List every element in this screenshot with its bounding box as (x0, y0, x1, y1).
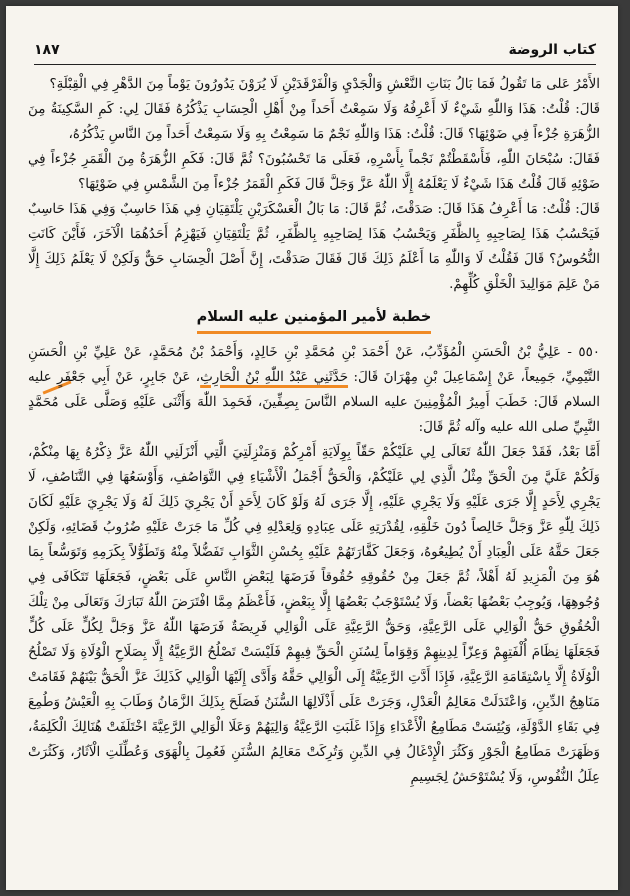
running-head (34, 44, 596, 65)
isnad-text: ، عَنْ جَابِرٍ، عَنْ أَبِي جَعْفَرٍ عليه السلام قَالَ: خَطَبَ أَمِيرُ الْمُؤْمِنِينَ عليه السلام النَّاسَ بِصِفِّينَ، فَحَمِدَ اللّٰهَ وَأَثْنَى عَلَيْهِ وَصَلَّى عَلَى مُحَمَّدٍ النَّبِيِّ صلى الله عليه وآله ثُمَّ قَالَ: (28, 370, 600, 435)
section-heading: خطبة لأمير المؤمنين عليه السلام (197, 305, 432, 334)
book-page (6, 6, 618, 890)
isnad-paragraph (28, 340, 600, 440)
page-number: ١٨٧ (34, 42, 60, 58)
highlighted-narrator: حَدَّثَنِي عَبْدُ اللّٰهِ بْنُ الْحَارِثِ (200, 370, 349, 385)
section-heading-wrap (28, 305, 600, 334)
body-text (28, 72, 600, 790)
paragraph: الأَمْرُ عَلى مَا تَقُولُ فَمَا بَالُ بَنَاتِ النَّعْشِ وَالْجَدْيِ وَالْفَرْقَدَيْنِ لَا يُرَوْنَ يَدُورُونَ يَوْماً مِنَ الدَّهْرِ فِي الْقِبْلَةِ؟ (49, 77, 600, 92)
paragraph: قَالَ: قُلْتُ: مَا أَعْرِفُ هَذَا قَالَ: صَدَقْتَ، ثُمَّ قَالَ: مَا بَالُ الْعَسْكَرَيْنِ يَلْتَقِيَانِ فِي هَذَا حَاسِبٌ وَفِي هَذَا حَاسِبٌ فَيَحْسُبُ هَذَا لِصَاحِبِهِ بِالظَّفَرِ وَيَحْسُبُ هَذَا لِصَاحِبِهِ بِالظَّفَرِ، ثُمَّ يَلْتَقِيَانِ فَيَهْزِمُ أَحَدُهُمَا الْآخَرَ، فَأَيْنَ كَانَتِ النُّحُوسُ؟ قَالَ فَقُلْتُ لَا وَاللّٰهِ مَا أَعْلَمُ ذَلِكَ قَالَ فَقَالَ صَدَقْتَ، إِنَّ أَصْلَ الْحِسَابِ حَقٌّ وَلَكِنْ لَا يَعْلَمُ ذَلِكَ إِلَّا مَنْ عَلِمَ مَوَالِيدَ الْخَلْقِ كُلِّهِمْ. (28, 202, 600, 292)
sermon-paragraph: أَمَّا بَعْدُ، فَقَدْ جَعَلَ اللّٰهُ تَعَالَى لِي عَلَيْكُمْ حَقّاً بِوِلَايَةِ أَمْرِكُمْ وَمَنْزِلَتِيَ الَّتِي أَنْزَلَنِي اللّٰهُ عَزَّ ذِكْرُهُ بِهَا مِنْكُمْ، وَلَكُمْ عَلَيَّ مِنَ الْحَقِّ مِثْلُ الَّذِي لِي عَلَيْكُمْ، وَالْحَقُّ أَجْمَلُ الْأَشْيَاءِ فِي التَّوَاصُفِ، وَأَوْسَعُهَا فِي التَّنَاصُفِ، لَا يَجْرِي لِأَحَدٍ إِلَّا جَرَى عَلَيْهِ وَلَا يَجْرِي عَلَيْهِ، إِلَّا جَرَى لَهُ وَلَوْ كَانَ لِأَحَدٍ أَنْ يَجْرِيَ ذَلِكَ لَهُ وَلَا يَجْرِيَ عَلَيْهِ لَكَانَ ذَلِكَ لِلّٰهِ عَزَّ وَجَلَّ خَالِصاً دُونَ خَلْقِهِ، لِقُدْرَتِهِ عَلَى عِبَادِهِ وَلِعَدْلِهِ فِي كُلِّ مَا جَرَتْ عَلَيْهِ ضُرُوبُ قَضَائِهِ، وَلَكِنْ جَعَلَ حَقَّهُ عَلَى الْعِبَادِ أَنْ يُطِيعُوهُ، وَجَعَلَ كَفَّارَتَهُمْ عَلَيْهِ بِحُسْنِ الثَّوَابِ تَفَضُّلاً مِنْهُ وَتَطَوُّلاً بِكَرَمِهِ وَتَوَسُّعاً بِمَا هُوَ مِنَ الْمَزِيدِ لَهُ أَهْلاً، ثُمَّ جَعَلَ مِنْ حُقُوقِهِ حُقُوقاً فَرَضَهَا لِبَعْضِ النَّاسِ عَلَى بَعْضٍ، فَجَعَلَهَا تَتَكَافَى فِي وُجُوهِهَا، وَيُوجِبُ بَعْضُهَا بَعْضاً، وَلَا يُسْتَوْجَبُ بَعْضُهَا إِلَّا بِبَعْضٍ، فَأَعْظَمُ مِمَّا افْتَرَضَ اللّٰهُ تَبَارَكَ وَتَعَالَى مِنْ تِلْكَ الْحُقُوقِ حَقُّ الْوَالِي عَلَى الرَّعِيَّةِ، وَحَقُّ الرَّعِيَّةِ عَلَى الْوَالِي فَرِيضَةٌ فَرَضَهَا اللّٰهُ عَزَّ وَجَلَّ لِكُلٍّ عَلَى كُلٍّ فَجَعَلَهَا نِظَامَ أُلْفَتِهِمْ وَعِزّاً لِدِينِهِمْ وَقِوَاماً لِسُنَنِ الْحَقِّ فِيهِمْ فَلَيْسَتْ تَصْلُحُ الرَّعِيَّةُ إِلَّا بِصَلَاحِ الْوُلَاةِ وَلَا تَصْلُحُ الْوُلَاةُ إِلَّا بِاسْتِقَامَةِ الرَّعِيَّةِ، فَإِذَا أَدَّتِ الرَّعِيَّةُ إِلَى الْوَالِي حَقَّهُ وَأَدَّى إِلَيْهَا الْوَالِي كَذَلِكَ عَزَّ الْحَقُّ بَيْنَهُمْ فَقَامَتْ مَنَاهِجُ الدِّينِ، وَاعْتَدَلَتْ مَعَالِمُ الْعَدْلِ، وَجَرَتْ عَلَى أَذْلَالِهَا السُّنَنُ فَصَلَحَ بِذَلِكَ الزَّمَانُ وَطَابَ بِهِ الْعَيْشُ وَطُمِعَ فِي بَقَاءِ الدَّوْلَةِ، وَيُئِسَتْ مَطَامِعُ الْأَعْدَاءِ وَإِذَا غَلَبَتِ الرَّعِيَّةُ وَالِيَهُمْ وَعَلَا الْوَالِي الرَّعِيَّةَ اخْتَلَفَتْ هُنَالِكَ الْكَلِمَةُ، وَظَهَرَتْ مَطَامِعُ الْجَوْرِ وَكَثُرَ الْإِدْغَالُ فِي الدِّينِ وَتُرِكَتْ مَعَالِمُ السُّنَنِ فَعُمِلَ بِالْهَوَى وَعُطِّلَتِ الْآثَارُ، وَكَثُرَتْ عِلَلُ النُّفُوسِ، وَلَا يُسْتَوْحَشُ لِجَسِيمِ (28, 445, 600, 785)
running-title: كتاب الروضة (508, 42, 596, 58)
paragraph: قَالَ: قُلْتُ: هَذَا وَاللّٰهِ شَيْءٌ لَا أَعْرِفُهُ وَلَا سَمِعْتُ أَحَداً مِنْ أَهْلِ الْحِسَابِ يَذْكُرُهُ فَقَالَ لِي: كَمِ السَّكِينَةُ مِنَ الزُّهَرَةِ جُزْءاً فِي ضَوْئِهَا؟ قَالَ: قُلْتُ: هَذَا وَاللّٰهِ نَجْمٌ مَا سَمِعْتُ بِهِ وَلَا سَمِعْتُ أَحَداً مِنَ النَّاسِ يَذْكُرُهُ، (28, 102, 600, 142)
isnad-text: ٥٥٠ - عَلِيُّ بْنُ الْحَسَنِ الْمُؤَدِّبُ، عَنْ أَحْمَدَ بْنِ مُحَمَّدِ بْنِ خَالِدٍ، وَأَحْمَدُ بْنُ مُحَمَّدٍ، عَنْ عَلِيِّ بْنِ الْحَسَنِ التَّيْمِيِّ، جَمِيعاً، عَنْ إِسْمَاعِيلَ بْنِ مِهْرَانَ قَالَ: (28, 345, 600, 385)
paragraph: فَقَالَ: سُبْحَانَ اللّٰهِ، فَأَسْقَطْتُمْ نَجْماً بِأَسْرِهِ، فَعَلَى مَا تَحْسُبُونَ؟ ثُمَّ قَالَ: فَكَمِ الزُّهَرَةُ مِنَ الْقَمَرِ جُزْءاً فِي ضَوْئِهِ قَالَ قُلْتُ هَذَا شَيْءٌ لَا يَعْلَمُهُ إِلَّا اللّٰهُ عَزَّ وَجَلَّ قَالَ فَكَمِ الْقَمَرُ جُزْءاً مِنَ الشَّمْسِ فِي ضَوْئِهَا؟ (28, 152, 600, 192)
